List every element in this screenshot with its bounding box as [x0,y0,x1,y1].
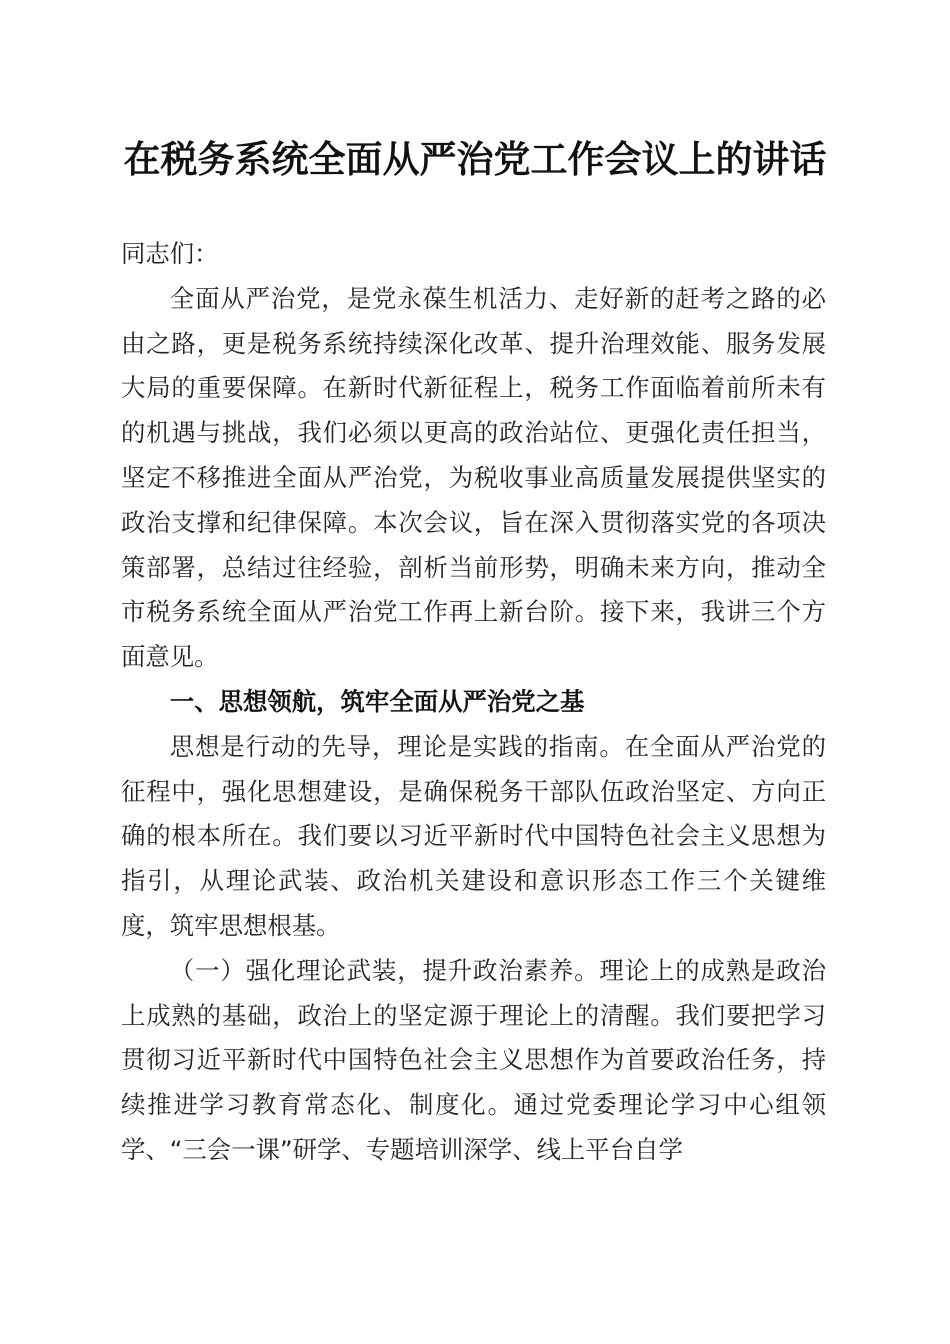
salutation: 同志们： [121,239,219,268]
subsection-heading-1: （一）强化理论武装，提升政治素养。 [169,955,600,985]
subsection-1-text: 理论上的成熟是政治上成熟的基础，政治上的坚定源于理论上的清醒。我们要把学习贯彻习近平新时代中国特色社会主义思想作为首要政治任务，持续推进学习教育常态化、制度化。通过党委理论学习中心组领学、“三会一课”研学、专题培训深学、线上平台自学 [121,955,826,1164]
intro-paragraph: 全面从严治党，是党永葆生机活力、走好新的赶考之路的必由之路，更是税务系统持续深化改革、提升治理效能、服务发展大局的重要保障。在新时代新征程上，税务工作面临着前所未有的机遇与挑战，我们必须以更高的政治站位、更强化责任担当，坚定不移推进全面从严治党，为税收事业高质量发展提供坚实的政治支撑和纪律保障。本次会议，旨在深入贯彻落实党的各项决策部署，总结过往经验，剖析当前形势，明确未来方向，推动全市税务系统全面从严治党工作再上新台阶。接下来，我讲三个方面意见。 [121,283,826,672]
section-1-paragraph: 思想是行动的先导，理论是实践的指南。在全面从严治党的征程中，强化思想建设，是确保税务干部队伍政治坚定、方向正确的根本所在。我们要以习近平新时代中国特色社会主义思想为指引，从理论武装、政治机关建设和意识形态工作三个关键维度，筑牢思想根基。 [121,731,826,940]
document-body [121,232,826,1173]
subsection-1-paragraph [121,949,826,1173]
section-heading-1: 一、思想领航，筑牢全面从严治党之基 [169,686,585,716]
document-title: 在税务系统全面从严治党工作会议上的讲话 [123,137,827,181]
